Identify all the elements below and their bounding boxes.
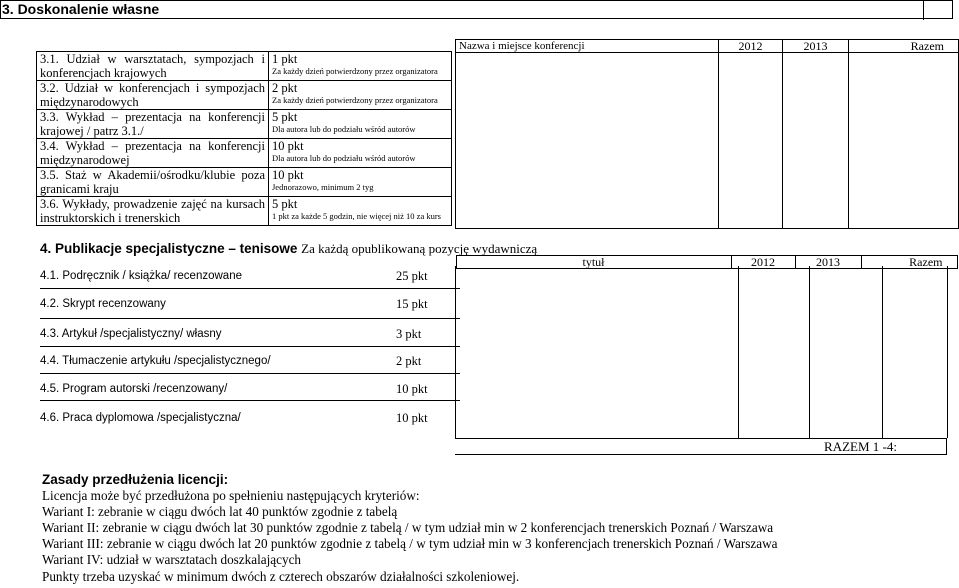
divider [882,266,883,438]
publication-points: 10 pkt [396,411,428,425]
column-header-total: Razem [849,40,959,53]
item-note: Jednorazowo, minimum 2 tyg [272,182,374,192]
table-row [37,110,452,139]
item-note: 1 pkt za każde 5 godzin, nie więcej niż 10 za kurs [272,211,441,221]
table-row [37,81,452,110]
publication-points: 25 pkt [396,269,428,283]
list-item [40,294,460,315]
section-4-title: 4. Publikacje specjalistyczne – tenisowe [40,241,298,256]
publication-label: 4.2. Skrypt recenzowany [40,298,166,310]
license-rule-line: Wariant IV: udział w warsztatach doszkalających [42,552,302,568]
grand-total-row [455,438,947,455]
item-points: 10 pkt [272,139,304,153]
section-3-heading [0,0,953,19]
item-points: 2 pkt [272,81,298,95]
divider [455,266,456,438]
column-header-2012: 2012 [731,256,795,269]
publication-label: 4.3. Artykuł /specjalistyczny/ własny [40,328,222,340]
grand-total-label: RAZEM 1 -4: [824,439,897,454]
license-rule-line: Wariant I: zebranie w ciągu dwóch lat 40 punktów zgodnie z tabelą [42,504,398,520]
item-note: Dla autora lub do podziału wśród autorów [272,153,416,163]
publication-points: 2 pkt [396,354,422,368]
item-note: Dla autora lub do podziału wśród autorów [272,124,416,134]
item-points-cell [269,197,452,226]
year-2013-cell[interactable] [783,53,849,229]
publication-points: 15 pkt [396,297,428,311]
total-cell[interactable] [849,53,959,229]
divider [923,1,924,20]
table-row [37,197,452,226]
divider [40,373,460,374]
item-name: 3.5. Staż w Akademii/ośrodku/klubie poza granicami kraju [37,168,269,197]
item-name: 3.1. Udział w warsztatach, sympozjach i konferencjach krajowych [37,52,269,81]
year-2012-cell[interactable] [719,53,783,229]
column-header-total: Razem [861,256,957,269]
item-points-cell [269,110,452,139]
item-note: Za każdy dzień potwierdzony przez organizatora [272,95,438,105]
divider [40,400,460,401]
item-points: 5 pkt [272,197,298,211]
list-item [40,408,460,429]
column-header-2012: 2012 [719,40,783,53]
license-rules [42,472,778,585]
item-points: 5 pkt [272,110,298,124]
divider [809,266,810,438]
license-rules-title: Zasady przedłużenia licencji: [42,472,229,487]
item-name: 3.6. Wykłady, prowadzenie zajęć na kursach instruktorskich i trenerskich [37,197,269,226]
item-points-cell [269,139,452,168]
column-header-2013: 2013 [795,256,861,269]
publication-points: 3 pkt [396,327,422,341]
license-rule-line: Licencja może być przedłużona po spełnieniu następujących kryteriów: [42,488,420,504]
divider [40,318,460,319]
publication-label: 4.4. Tłumaczenie artykułu /specjalistycznego/ [40,355,271,367]
publication-label: 4.1. Podręcznik / książka/ recenzowane [40,270,242,282]
list-item [40,324,460,345]
table-row [37,52,452,81]
item-points-cell [269,168,452,197]
divider [946,439,947,455]
item-points: 10 pkt [272,168,304,182]
item-name: 3.3. Wykład – prezentacja na konferencji krajowej / patrz 3.1./ [37,110,269,139]
section-3-heading-text: 3. Doskonalenie własne [2,1,160,17]
item-name: 3.4. Wykład – prezentacja na konferencji międzynarodowej [37,139,269,168]
license-rule-line: Wariant II: zebranie w ciągu dwóch lat 30 punktów zgodnie z tabelą / w tym udział min w 2 konferencjach trenerskich Poznań / Warszawa [42,520,774,536]
conference-table [455,39,959,229]
item-points-cell [269,52,452,81]
column-header-2013: 2013 [783,40,849,53]
section-3-table [36,51,452,226]
license-rule-line: Wariant III: zebranie w ciągu dwóch lat 20 punktów zgodnie z tabelą / w tym udział min w 3 konferencjach trenerskich Poznań / Warszawa [42,536,778,552]
divider [738,266,739,438]
item-note: Za każdy dzień potwierdzony przez organizatora [272,66,438,76]
column-header-title: tytuł [456,256,731,269]
divider [40,288,460,289]
publication-label: 4.6. Praca dyplomowa /specjalistyczna/ [40,412,241,424]
license-rule-line: Punkty trzeba uzyskać w minimum dwóch z czterech obszarów działalności szkoleniowej. [42,568,520,584]
item-points: 1 pkt [272,52,298,66]
table-row [37,168,452,197]
publication-label: 4.5. Program autorski /recenzowany/ [40,383,228,395]
section-4-subtitle: Za każdą opublikowaną pozycję wydawniczą [301,241,538,256]
column-header-conference: Nazwa i miejsce konferencji [456,40,719,53]
table-row [37,139,452,168]
table-row [456,53,959,229]
publication-points: 10 pkt [396,382,428,396]
conference-cell[interactable] [456,53,719,229]
list-item [40,379,460,400]
list-item [40,266,460,287]
divider [40,346,460,347]
table-header-row [456,40,959,53]
item-points-cell [269,81,452,110]
item-name: 3.2. Udział w konferencjach i sympozjach międzynarodowych [37,81,269,110]
list-item [40,351,460,372]
divider [947,266,948,438]
